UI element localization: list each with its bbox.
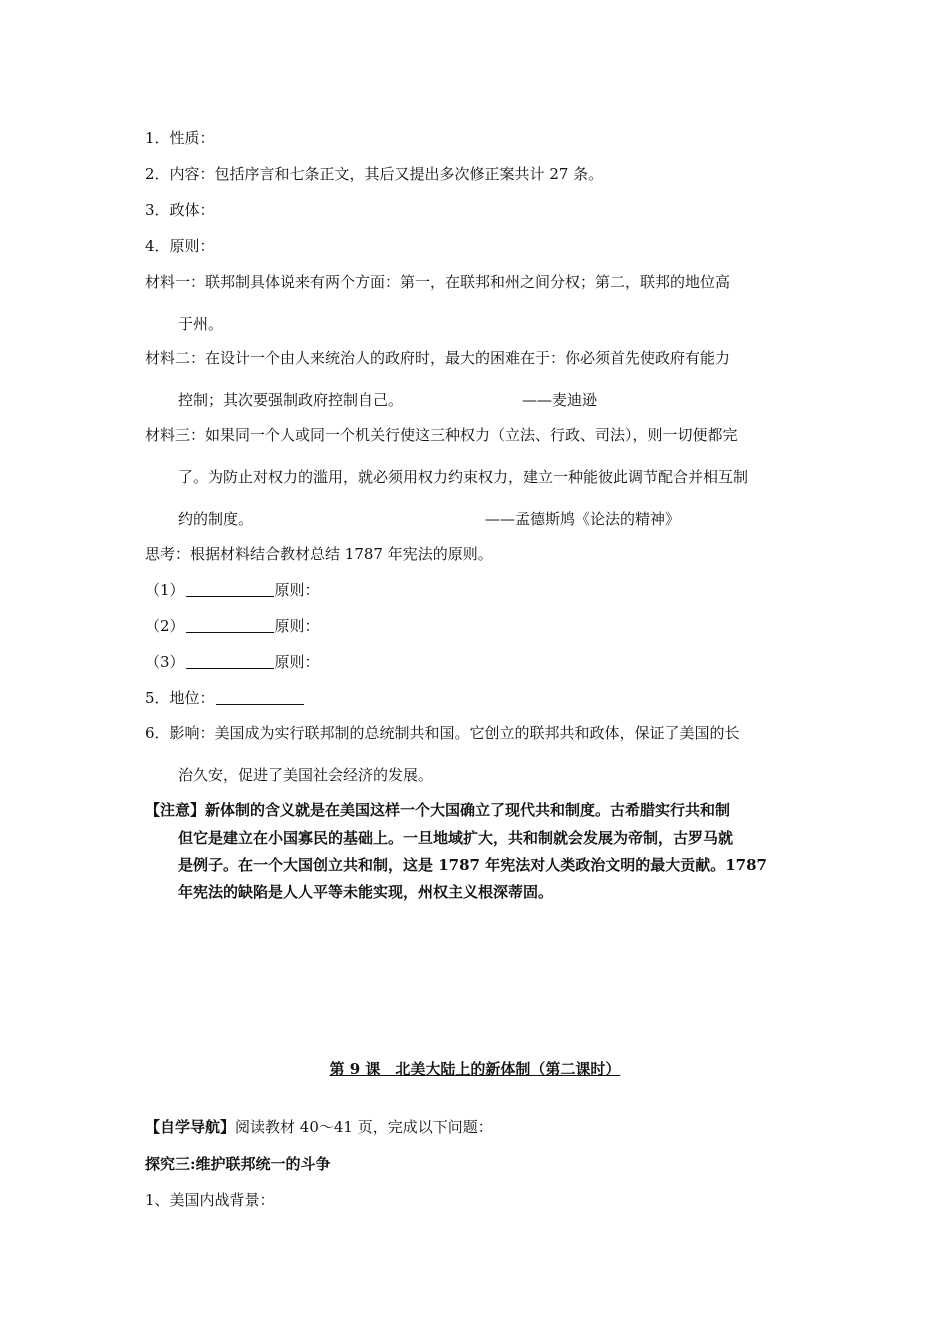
material-3-line3: 约的制度。: [178, 510, 254, 528]
note-line1: 【注意】新体制的含义就是在美国这样一个大国确立了现代共和制度。古希腊实行共和制: [145, 801, 731, 819]
material-2-line2: 控制；其次要强制政府控制自己。: [178, 391, 404, 409]
item-impact-line2: 治久安，促进了美国社会经济的发展。: [178, 766, 434, 784]
principle-3: [145, 652, 320, 672]
item-polity: 3．政体：: [145, 201, 215, 219]
note-line4: 年宪法的缺陷是人人平等未能实现，州权主义根深蒂固。: [178, 883, 554, 901]
item-status-label: 5．地位：: [145, 689, 215, 707]
material-1-line1: 材料一：联邦制具体说来有两个方面：第一，在联邦和州之间分权；第二，联邦的地位高: [145, 273, 731, 291]
material-3-line2: 了。为防止对权力的滥用，就必须用权力约束权力，建立一种能彼此调节配合并相互制: [178, 468, 749, 486]
material-1-line2: 于州。: [178, 315, 224, 333]
guide-text: 阅读教材 40～41 页，完成以下问题：: [235, 1118, 493, 1136]
item-principles: 4．原则：: [145, 237, 215, 255]
note-line2: 但它是建立在小国寡民的基础上。一旦地域扩大，共和制就会发展为帝制，古罗马就: [178, 829, 734, 847]
note-line3: 是例子。在一个大国创立共和制，这是 1787 年宪法对人类政治文明的最大贡献。1787: [178, 856, 767, 874]
material-2-line1: 材料二：在设计一个由人来统治人的政府时，最大的困难在于：你必须首先使政府有能力: [145, 349, 731, 367]
material-3-line1: 材料三：如果同一个人或同一个机关行使这三种权力（立法、行政、司法），则一切便都完: [145, 426, 738, 444]
self-study-guide: [145, 1117, 493, 1137]
principle-1-label: 原则：: [274, 581, 320, 599]
civil-war-background: 1、美国内战背景：: [145, 1191, 275, 1209]
item-content: 2．内容：包括序言和七条正文，其后又提出多次修正案共计 27 条。: [145, 165, 604, 183]
item-nature: 1．性质：: [145, 129, 215, 147]
principle-2-blank[interactable]: [186, 618, 274, 633]
lesson-title: [0, 1059, 950, 1079]
think-question: 思考：根据材料结合教材总结 1787 年宪法的原则。: [145, 545, 493, 563]
principle-2: [145, 616, 320, 636]
status-blank[interactable]: [216, 690, 304, 705]
principle-3-label: 原则：: [274, 653, 320, 671]
material-3-source: ——孟德斯鸠《论法的精神》: [485, 510, 681, 528]
explore-3-heading: 探究三:维护联邦统一的斗争: [145, 1155, 331, 1173]
guide-label: 【自学导航】: [145, 1118, 236, 1136]
material-2-source: ——麦迪逊: [522, 391, 598, 409]
principle-1: [145, 580, 320, 600]
principle-2-number: （2）: [145, 617, 185, 635]
principle-3-number: （3）: [145, 653, 185, 671]
principle-1-blank[interactable]: [186, 582, 274, 597]
item-status: [145, 688, 305, 708]
principle-3-blank[interactable]: [186, 654, 274, 669]
item-impact-line1: 6．影响：美国成为实行联邦制的总统制共和国。它创立的联邦共和政体，保证了美国的长: [145, 724, 740, 742]
principle-1-number: （1）: [145, 581, 185, 599]
principle-2-label: 原则：: [274, 617, 320, 635]
lesson-title-text: 第 9 课 北美大陆上的新体制（第二课时）: [329, 1060, 621, 1078]
